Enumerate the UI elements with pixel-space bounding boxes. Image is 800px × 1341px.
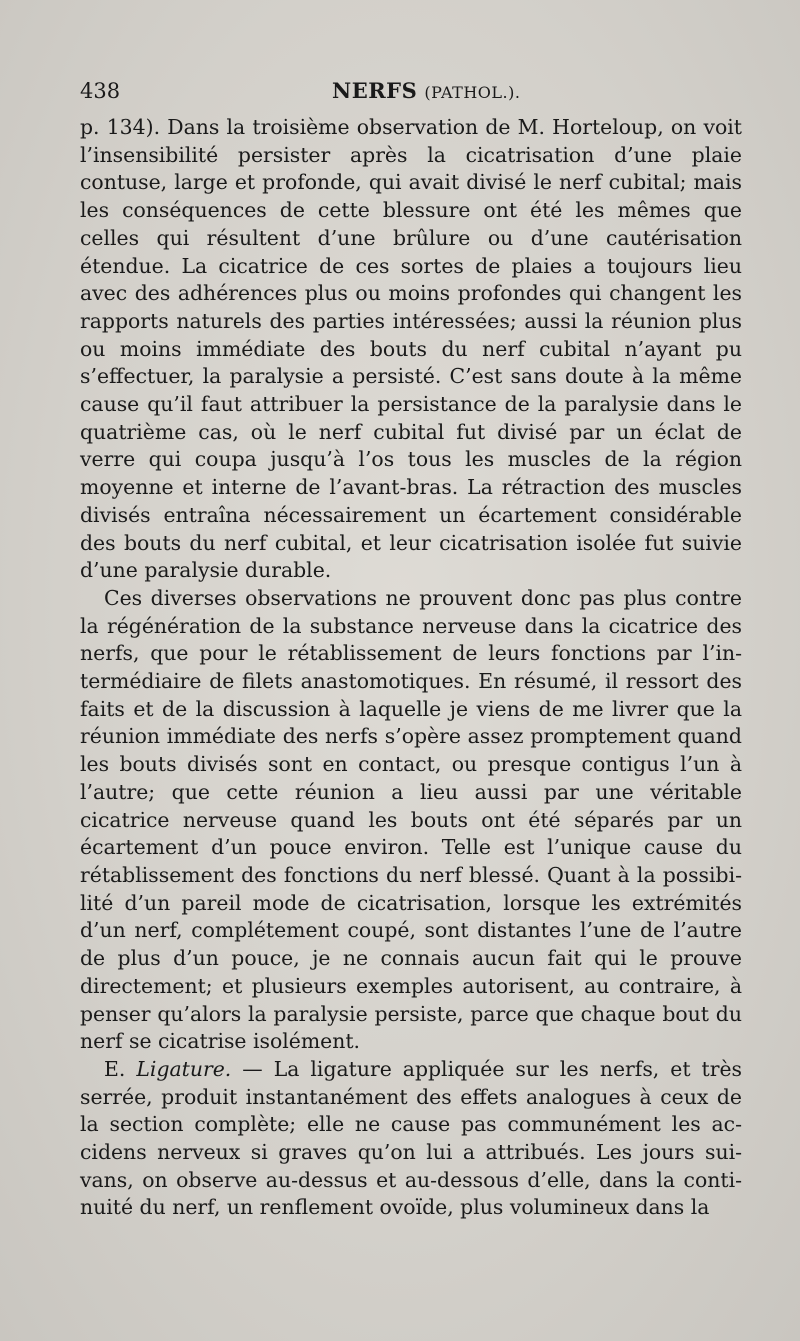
paragraph-ligature-text: — La ligature appliquée sur les nerfs, et très serrée, produit instantanément des effets analogues à ceux de la section complète; elle ne cause pas communément les accidens nerveux si graves qu’on lui a attribués. Les jours suivans, on observe au-dessus et au-dessous d’elle, dans la continuité du nerf, un renflement ovoïde, plus volumineux dans la <box>80 1056 743 1220</box>
section-heading-ligature: Ligature. <box>136 1056 232 1081</box>
page-number: 438 <box>80 79 121 103</box>
paragraph-observations: Ces diverses observations ne prouvent donc pas plus contre la régénération de la substance nerveuse dans la cicatrice des nerfs, que pour le rétablissement de leurs fonctions par l’intermédiaire de filets anastomotiques. En résumé, il ressort des faits et de la discussion à laquelle je viens de me livrer que la réunion immédiate des nerfs s’opère assez promptement quand les bouts divisés sont en contact, ou presque contigus l’un à l’autre; que cette réunion a lieu aussi par une véritable cicatrice nerveuse quand les bouts ont été séparés par un écartement d’un pouce environ. Telle est l’unique cause du rétablissement des fonctions du nerf blessé. Quant à la possibilité d’un pareil mode de cicatrisation, lorsque les extrémités d’un nerf, complétement coupé, sont distantes l’une de l’autre de plus d’un pouce, je ne connais aucun fait qui le prouve directement; et plusieurs exemples autorisent, au contraire, à penser qu’alors la paralysie persiste, parce que chaque bout du nerf se cicatrise isolément. <box>80 585 742 1054</box>
book-page <box>80 76 742 1222</box>
running-title <box>332 76 520 108</box>
paragraph-ligature <box>80 1056 742 1222</box>
running-head <box>80 76 742 106</box>
section-letter: E. <box>104 1056 126 1081</box>
paragraph-continuation: p. 134). Dans la troisième observation de M. Horteloup, on voit l’insensibilité persister après la cicatrisation d’une plaie contuse, large et profonde, qui avait divisé le nerf cubital; mais les conséquences de cette blessure ont été les mêmes que celles qui résultent d’une brûlure ou d’une cautérisation étendue. La cicatrice de ces sortes de plaies a toujours lieu avec des adhérences plus ou moins profondes qui changent les rapports naturels des parties intéressées; aussi la réunion plus ou moins immédiate des bouts du nerf cubital n’ayant pu s’effectuer, la paralysie a persisté. C’est sans doute à la même cause qu’il faut attribuer la persistance de la paralysie dans le quatrième cas, où le nerf cubital fut divisé par un éclat de verre qui coupa jusqu’à l’os tous les muscles de la région moyenne et interne de l’avant-bras. La rétraction des muscles divisés entraîna nécessairement un écartement considérable des bouts du nerf cubital, et leur cicatrisation isolée fut suivie d’une paralysie durable. <box>80 115 742 583</box>
body-text <box>80 114 742 1222</box>
running-title-section: (PATHOL.). <box>424 83 521 102</box>
running-title-main: NERFS <box>332 78 418 103</box>
